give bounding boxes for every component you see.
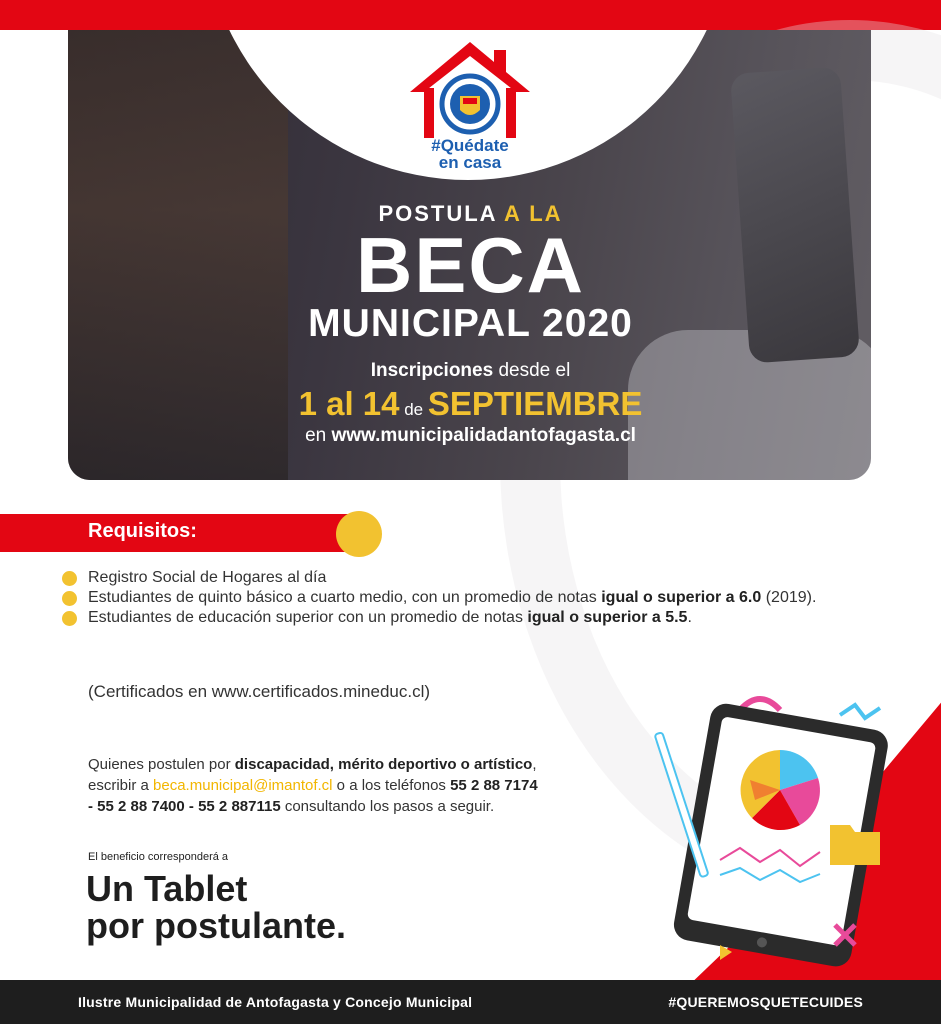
certificados-note: (Certificados en www.certificados.mineduc.cl) xyxy=(88,682,431,701)
footer-hashtag: #QUEREMOSQUETECUIDES xyxy=(668,994,863,1010)
requisitos-title: Requisitos: xyxy=(88,520,197,542)
footer-bar xyxy=(0,980,941,1024)
yellow-dot xyxy=(336,511,382,557)
beca-title: BECA xyxy=(355,221,585,309)
bullet-icon xyxy=(62,591,77,606)
bullet-icon xyxy=(62,571,77,586)
contact-info: Quienes postulen por discapacidad, mérito deportivo o artístico, escribir a beca.municipal@imantof.cl o a los teléfonos 55 2 88 7174 - 55 2 88 7400 - 55 2 887115 consultando los pasos a seguir. xyxy=(88,756,538,815)
list-item: Estudiantes de quinto básico a cuarto medio, con un promedio de notas igual o superior a 6.0 (2019). xyxy=(62,588,882,608)
list-item: Estudiantes de educación superior con un promedio de notas igual o superior a 5.5. xyxy=(62,608,882,628)
logo-caption: #Quédate en casa xyxy=(431,136,509,172)
email-link[interactable]: beca.municipal@imantof.cl xyxy=(153,777,333,794)
requisitos-list xyxy=(62,568,882,628)
website-link[interactable]: en www.municipalidadantofagasta.cl xyxy=(305,425,636,446)
list-item: Registro Social de Hogares al día xyxy=(62,568,882,588)
tablet-illustration-icon xyxy=(640,690,900,975)
date-range: 1 al 14 de SEPTIEMBRE xyxy=(298,385,643,422)
postula-heading: POSTULA A LA xyxy=(378,201,563,226)
bullet-icon xyxy=(62,611,77,626)
pie-chart-icon xyxy=(741,750,820,830)
municipal-title: MUNICIPAL 2020 xyxy=(308,302,633,345)
benefit-title: Un Tablet por postulante. xyxy=(86,868,346,946)
benefit-label: El beneficio corresponderá a xyxy=(88,851,229,863)
inscripciones-text: Inscripciones desde el xyxy=(370,360,571,381)
footer-left-text: Ilustre Municipalidad de Antofagasta y Concejo Municipal xyxy=(78,994,473,1010)
